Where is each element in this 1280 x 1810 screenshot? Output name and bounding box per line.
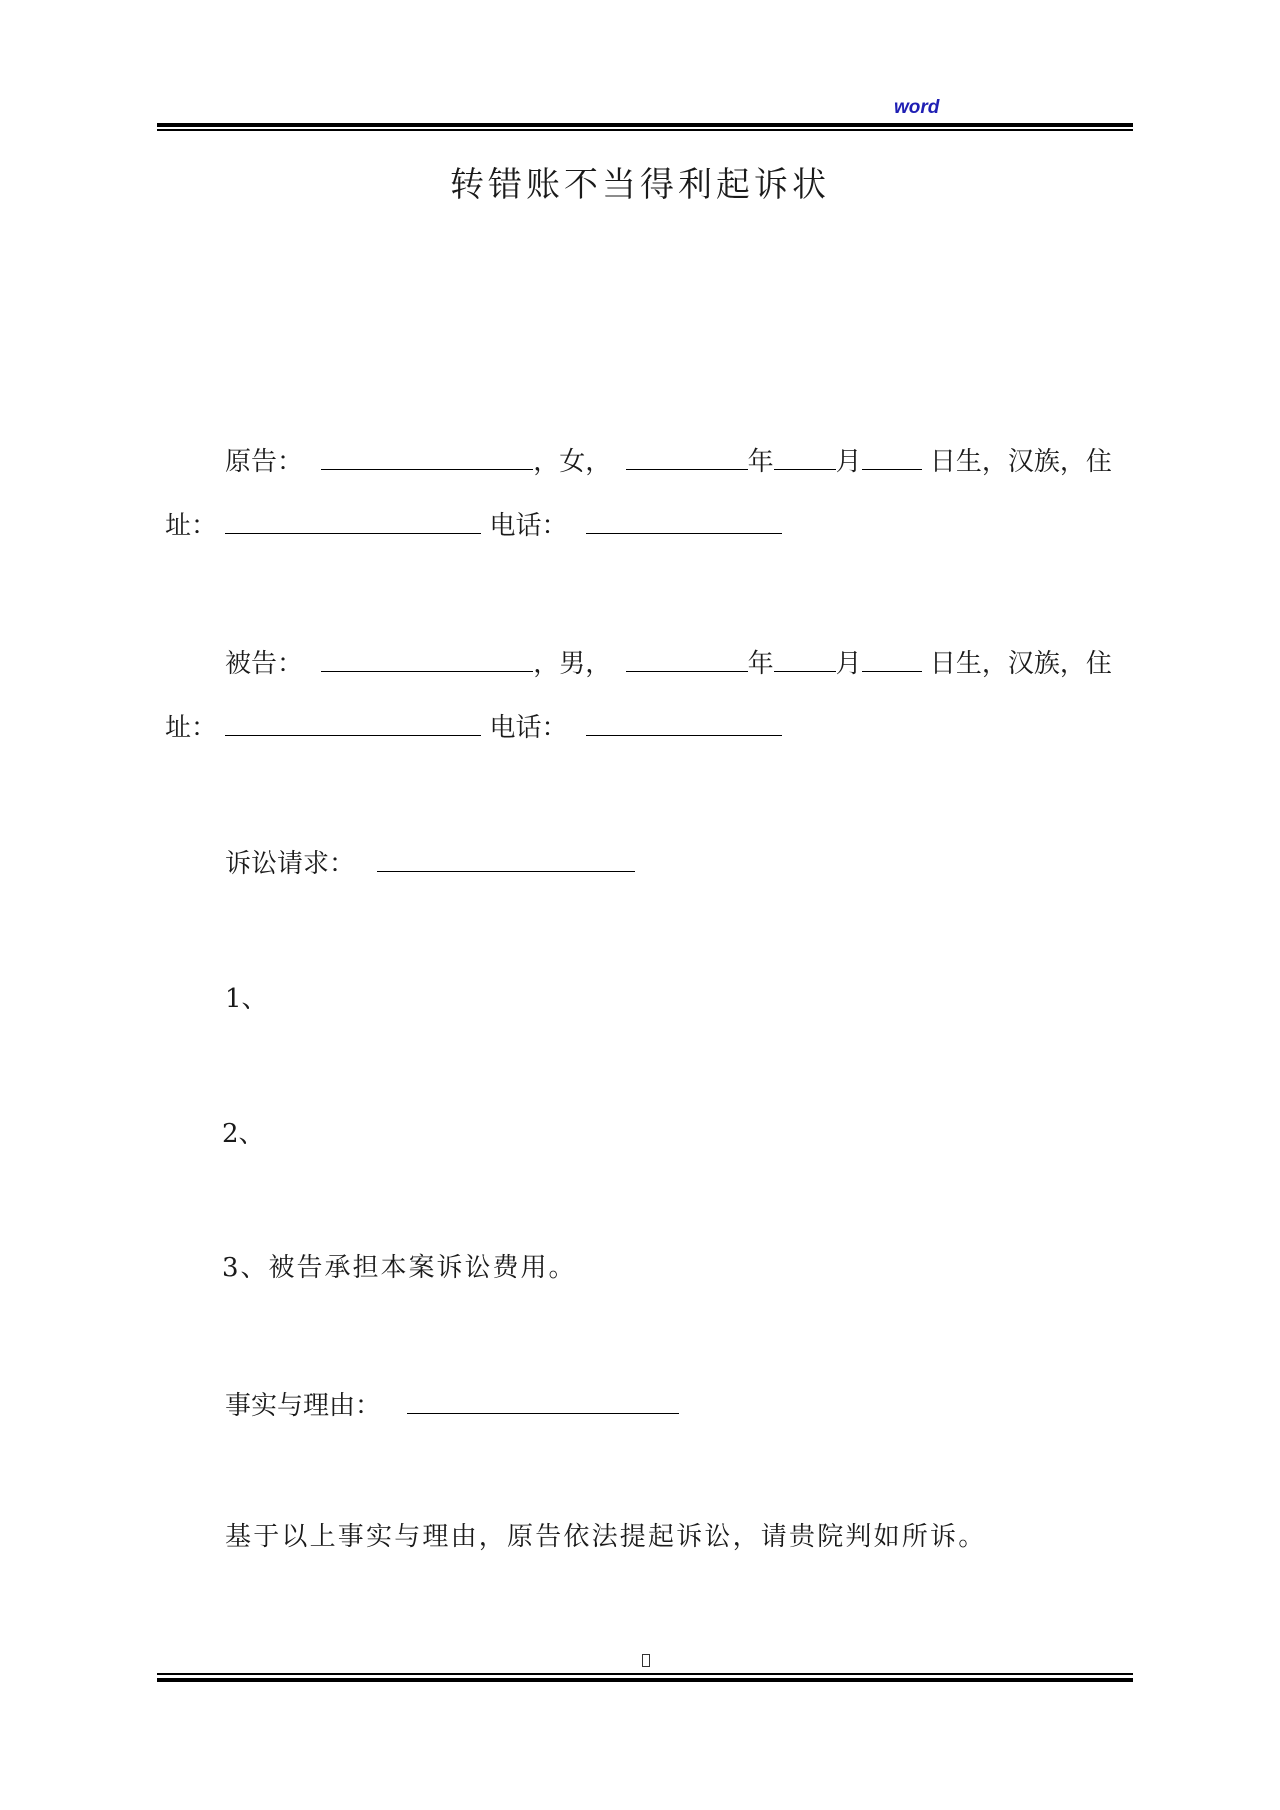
conclusion-text: 基于以上事实与理由，原告依法提起诉讼，请贵院判如所诉。	[225, 1522, 987, 1552]
defendant-day-blank[interactable]	[862, 645, 922, 672]
plaintiff-born-text: 日生，汉族，住	[921, 447, 1112, 477]
plaintiff-address-blank[interactable]	[225, 507, 481, 534]
claims-blank[interactable]	[377, 845, 635, 872]
plaintiff-name-blank[interactable]	[321, 443, 533, 470]
page-number-glyph	[640, 1654, 652, 1668]
plaintiff-line-1	[225, 443, 1112, 479]
header-word-label: word	[894, 97, 940, 118]
facts-blank[interactable]	[407, 1387, 679, 1414]
document-title: 转错账不当得利起诉状	[450, 165, 830, 205]
defendant-address-blank[interactable]	[225, 709, 481, 736]
plaintiff-line-2	[165, 507, 782, 543]
defendant-born-text: 日生，汉族，住	[921, 649, 1112, 679]
claim-item-2: 2、	[222, 1119, 265, 1149]
defendant-name-blank[interactable]	[321, 645, 533, 672]
footer-rule-thin	[157, 1673, 1133, 1675]
plaintiff-month-label: 月	[835, 447, 862, 477]
plaintiff-day-blank[interactable]	[862, 443, 922, 470]
defendant-line-2	[165, 709, 782, 745]
plaintiff-year-blank[interactable]	[626, 443, 748, 470]
header-rule-thin	[157, 129, 1133, 131]
defendant-month-label: 月	[835, 649, 862, 679]
footer-rule-thick	[157, 1678, 1133, 1682]
plaintiff-phone-blank[interactable]	[586, 507, 782, 534]
plaintiff-year-label: 年	[747, 447, 774, 477]
defendant-year-label: 年	[747, 649, 774, 679]
plaintiff-gender: ，女，	[533, 447, 612, 477]
defendant-address-label: 址：	[165, 713, 218, 743]
defendant-month-blank[interactable]	[774, 645, 836, 672]
facts-heading-line	[225, 1387, 679, 1423]
plaintiff-phone-label: 电话：	[481, 511, 568, 541]
defendant-phone-label: 电话：	[481, 713, 568, 743]
defendant-phone-blank[interactable]	[586, 709, 782, 736]
plaintiff-address-label: 址：	[165, 511, 218, 541]
facts-heading: 事实与理由：	[225, 1391, 382, 1421]
defendant-label: 被告：	[225, 649, 304, 679]
claims-heading: 诉讼请求：	[225, 849, 356, 879]
plaintiff-label: 原告：	[225, 447, 304, 477]
defendant-gender: ，男，	[533, 649, 612, 679]
defendant-year-blank[interactable]	[626, 645, 748, 672]
claim-item-1: 1、	[225, 984, 268, 1014]
header-rule-thick	[157, 123, 1133, 127]
plaintiff-month-blank[interactable]	[774, 443, 836, 470]
claims-heading-line	[225, 845, 635, 881]
defendant-line-1	[225, 645, 1112, 681]
claim-item-3: 3、被告承担本案诉讼费用。	[222, 1253, 577, 1283]
